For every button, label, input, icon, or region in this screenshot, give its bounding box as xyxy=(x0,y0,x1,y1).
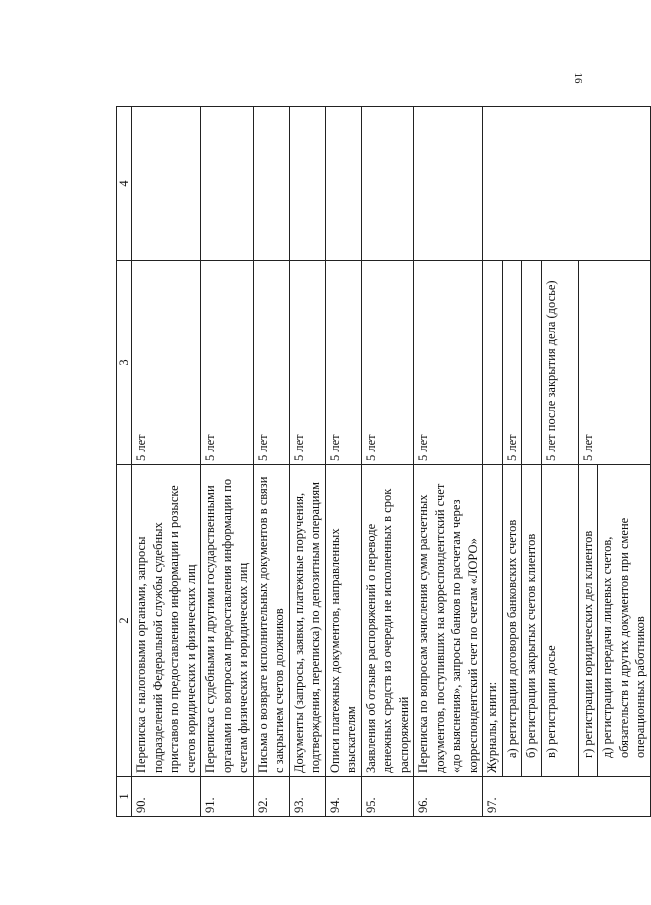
row-period: 5 лет xyxy=(253,261,289,465)
table-row xyxy=(201,107,254,817)
records-table xyxy=(116,106,651,817)
journal-item-period: 5 лет xyxy=(502,261,522,465)
row-description: Переписка с судебными и другими государственными органами по вопросам предоставления информации по счетам физических и юридических лиц xyxy=(201,465,254,777)
row-period: 5 лет xyxy=(289,261,325,465)
row-number: 97. xyxy=(483,777,651,817)
row-note xyxy=(289,107,325,261)
table-row xyxy=(289,107,325,817)
row-note xyxy=(132,107,201,261)
row-number: 90. xyxy=(132,777,201,817)
row-number: 95. xyxy=(361,777,414,817)
row-period: 5 лет xyxy=(132,261,201,465)
journal-item-text: д) регистрации передачи лицевых счетов, обязательств и других документов при смене операционных работников xyxy=(598,465,651,777)
journal-item-period xyxy=(522,261,542,465)
journals-title: Журналы, книги: xyxy=(483,465,503,777)
journal-item-text: г) регистрации юридических дел клиентов xyxy=(578,465,598,777)
row-note xyxy=(414,107,483,261)
table-row xyxy=(253,107,289,817)
table-row xyxy=(361,107,414,817)
row-number: 91. xyxy=(201,777,254,817)
row-description: Заявления об отзыве распоряжений о переводе денежных средств из очереди не исполненных в срок распоряжений xyxy=(361,465,414,777)
journal-item-period: 5 лет после закрытия дела (досье) xyxy=(541,261,578,465)
table-header-row xyxy=(117,107,132,817)
row-note xyxy=(361,107,414,261)
row-note xyxy=(325,107,361,261)
column-header-4: 4 xyxy=(117,107,132,261)
row-description: Письма о возврате исполнительных документов в связи с закрытием счетов должников xyxy=(253,465,289,777)
row-period: 5 лет xyxy=(201,261,254,465)
journal-item-text: а) регистрации договоров банковских счетов xyxy=(502,465,522,777)
column-header-3: 3 xyxy=(117,261,132,465)
row-note xyxy=(253,107,289,261)
row-description: Переписка по вопросам зачисления сумм расчетных документов, поступивших на корреспондентский счет «до выяснения», запросы банков по расчетам через корреспондентский счет по счетам «ЛОРО» xyxy=(414,465,483,777)
journal-item-text: б) регистрации закрытых счетов клиентов xyxy=(522,465,542,777)
journals-title-row xyxy=(483,107,503,817)
column-header-1: 1 xyxy=(117,777,132,817)
row-description: Описи платежных документов, направленных взыскателям xyxy=(325,465,361,777)
row-note xyxy=(201,107,254,261)
row-description: Документы (запросы, заявки, платежные поручения, подтверждения, переписка) по депозитным операциям xyxy=(289,465,325,777)
row-period: 5 лет xyxy=(361,261,414,465)
page-number: 16 xyxy=(572,72,584,84)
row-description: Переписка с налоговыми органами, запросы подразделений Федеральной службы судебных приставов по предоставлению информации и розыске счетов юридических и физических лиц xyxy=(132,465,201,777)
journal-item-period: 5 лет xyxy=(578,261,650,465)
row-number: 96. xyxy=(414,777,483,817)
table-row xyxy=(325,107,361,817)
journal-item-text: в) регистрации досье xyxy=(541,465,578,777)
rotated-table-container xyxy=(116,107,647,817)
row-note xyxy=(483,107,651,261)
column-header-2: 2 xyxy=(117,465,132,777)
row-number: 93. xyxy=(289,777,325,817)
row-number: 94. xyxy=(325,777,361,817)
row-period: 5 лет xyxy=(325,261,361,465)
row-period: 5 лет xyxy=(414,261,483,465)
table-row xyxy=(132,107,201,817)
row-period xyxy=(483,261,503,465)
table-row xyxy=(414,107,483,817)
row-number: 92. xyxy=(253,777,289,817)
